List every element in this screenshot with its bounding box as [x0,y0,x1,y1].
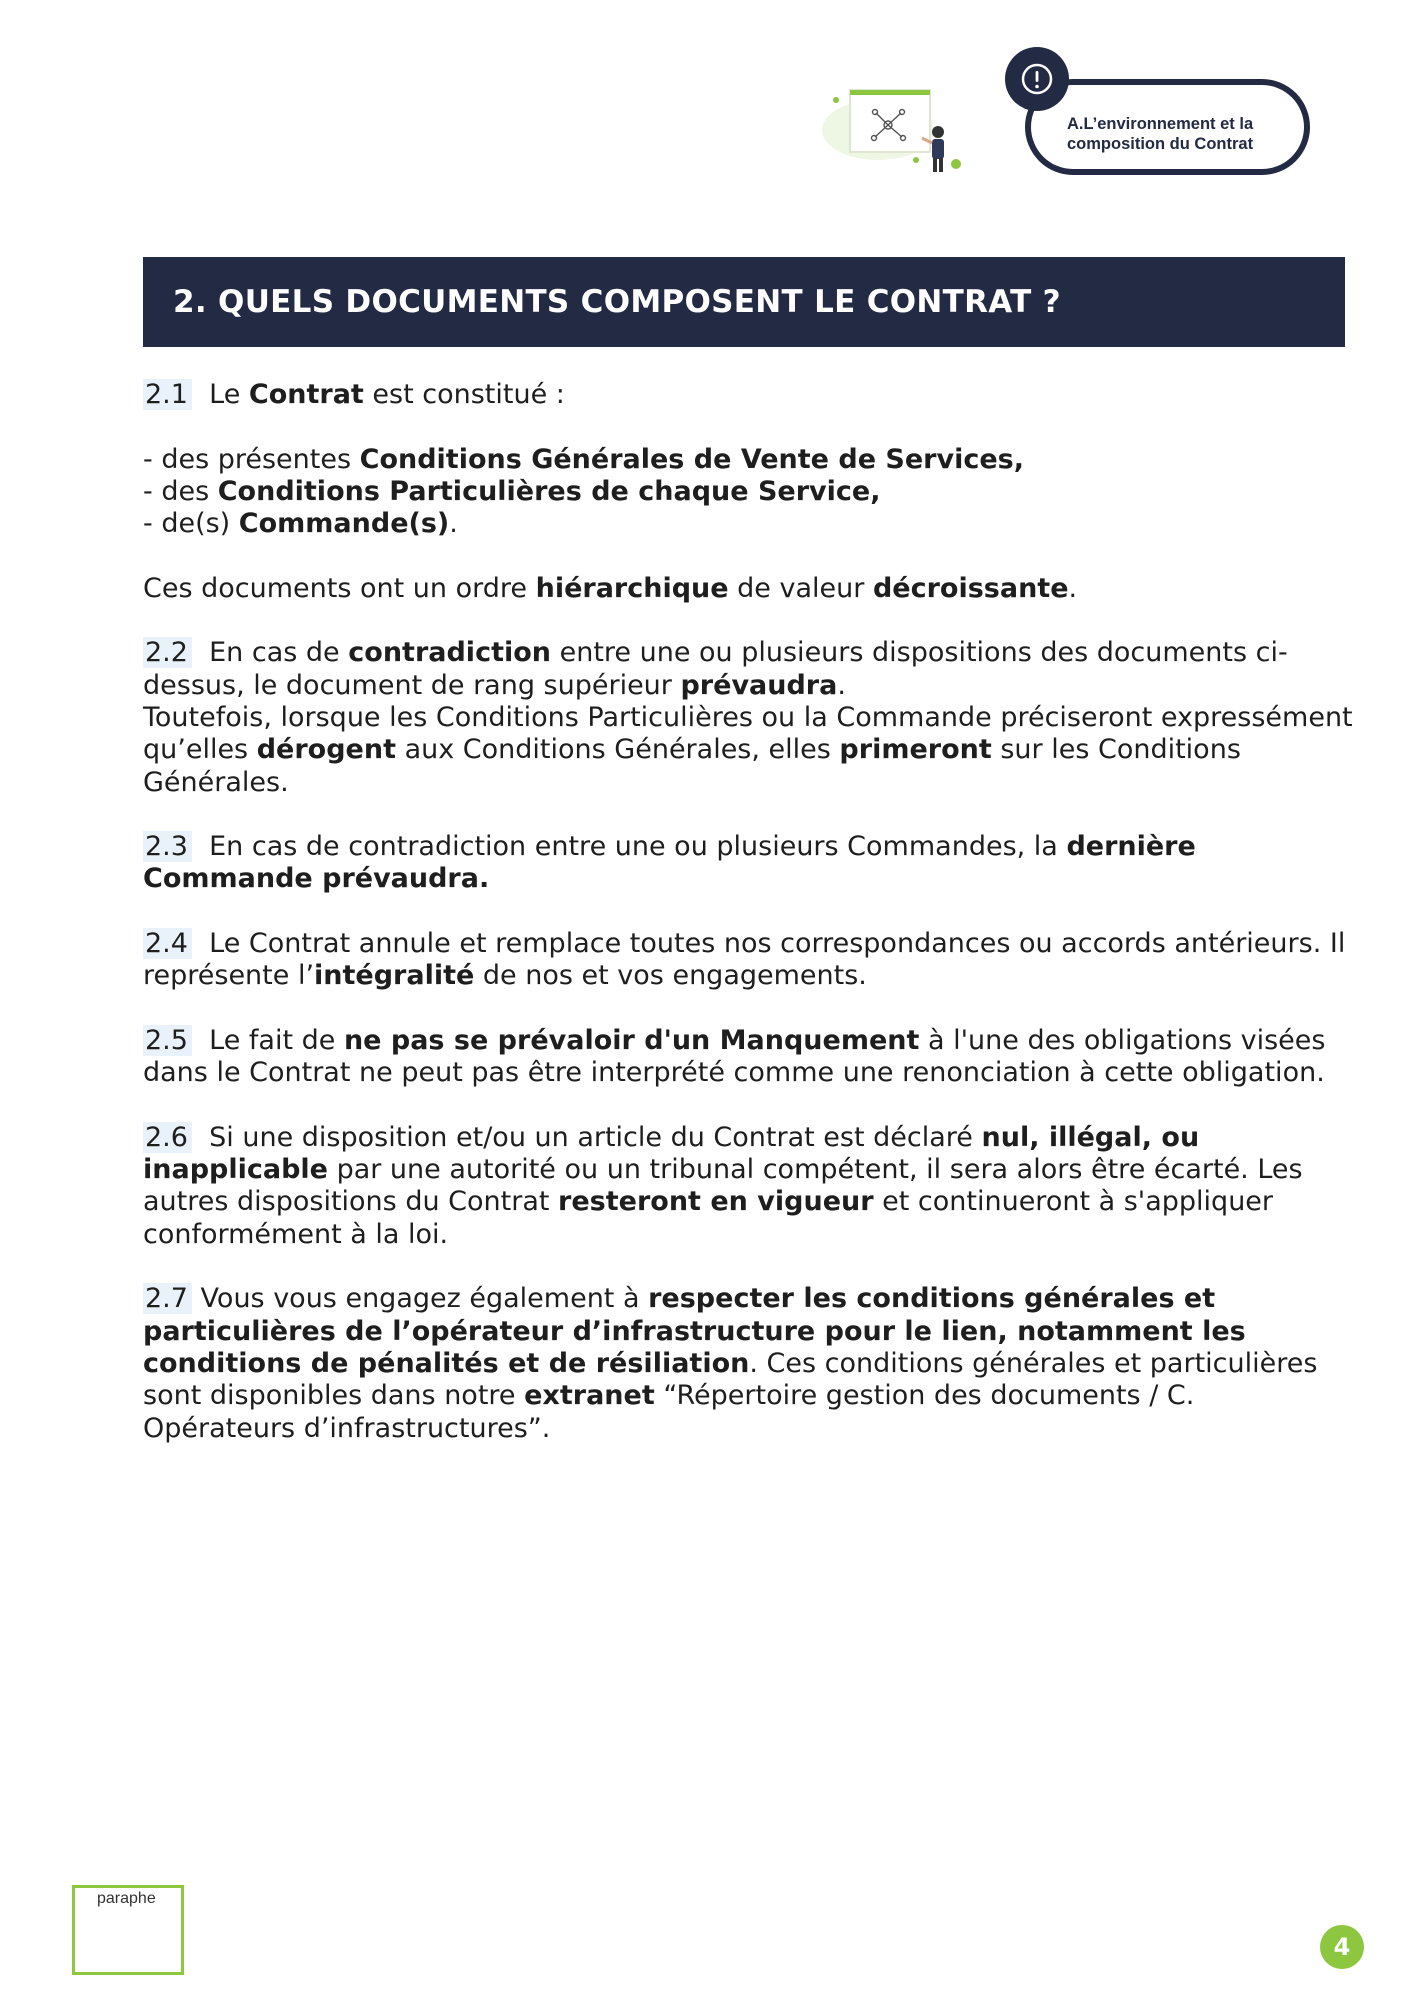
clause-number: 2.2 [143,637,192,668]
section-badge-line2: composition du Contrat [1067,135,1254,153]
section-title: 2. QUELS DOCUMENTS COMPOSENT LE CONTRAT ? [173,284,1061,320]
clause-2-4: 2.4 Le Contrat annule et remplace toutes nos correspondances ou accords antérieurs. Il représente l’intégralité de nos et vos engagements. [143,928,1346,992]
clause-number: 2.1 [143,379,192,410]
hierarchy-sentence: Ces documents ont un ordre hiérarchique de valeur décroissante. [143,572,1078,604]
clause-number: 2.4 [143,928,192,959]
plant-dot [833,97,839,103]
page-number: 4 [1320,1925,1364,1969]
document-list [143,444,1353,541]
section-badge-label [1067,114,1302,154]
exclamation-icon [1005,47,1069,111]
section-badge-line1: A.L’environnement et la [1067,115,1254,133]
clause-number: 2.7 [143,1283,192,1314]
network-illustration [818,80,968,180]
clause-2-2: 2.2 En cas de contradiction entre une ou plusieurs dispositions des documents ci-dessus, le document de rang supérieur prévaudra. Toutefois, lorsque les Conditions Particulières ou la Commande préciseront expressément qu’elles dérogent aux Conditions Générales, elles primeront sur les Conditions Générales. [143,637,1353,798]
section-badge [1025,79,1310,175]
clause-number: 2.3 [143,831,192,862]
list-item: - des présentes Conditions Générales de Vente de Services, [143,443,1024,475]
clause-text: Le [209,379,249,410]
paraphe-box[interactable] [72,1885,184,1975]
document-body [143,379,1353,1477]
list-item: - de(s) Commande(s). [143,508,458,540]
clause-2-6: 2.6 Si une disposition et/ou un article du Contrat est déclaré nul, illégal, ou inapplicable par une autorité ou un tribunal compétent, il sera alors être écarté. Les autres dispositions du Contrat resteront en vigueur et continueront à s'appliquer conformément à la loi. [143,1121,1303,1250]
clause-text: est constitué : [363,379,565,410]
plant-dot [913,157,919,163]
exclamation-circle-icon [1020,62,1054,96]
clause-2-7: 2.7 Vous vous engagez également à respecter les conditions générales et particulières de l’opérateur d’infrastructure pour le lien, notamment les conditions de pénalités et de résiliation. Ces conditions générales et particulières sont disponibles dans notre extranet “Répertoire gestion des documents / C. Opérateurs d’infrastructures”. [143,1283,1318,1444]
plant-dot [951,159,961,169]
clause-2-1 [143,379,1353,411]
clause-2-3: 2.3 En cas de contradiction entre une ou plusieurs Commandes, la dernière Commande prévaudra. [143,831,1196,895]
paraphe-label: paraphe [97,1890,156,1907]
list-item: - des Conditions Particulières de chaque Service, [143,475,881,507]
clause-2-5: 2.5 Le fait de ne pas se prévaloir d'un Manquement à l'une des obligations visées dans le Contrat ne peut pas être interprété comme une renonciation à cette obligation. [143,1024,1326,1089]
board-top [850,90,930,95]
section-header [143,257,1345,347]
clause-number: 2.6 [143,1122,192,1153]
clause-number: 2.5 [143,1025,192,1056]
clause-bold: Contrat [248,379,364,410]
